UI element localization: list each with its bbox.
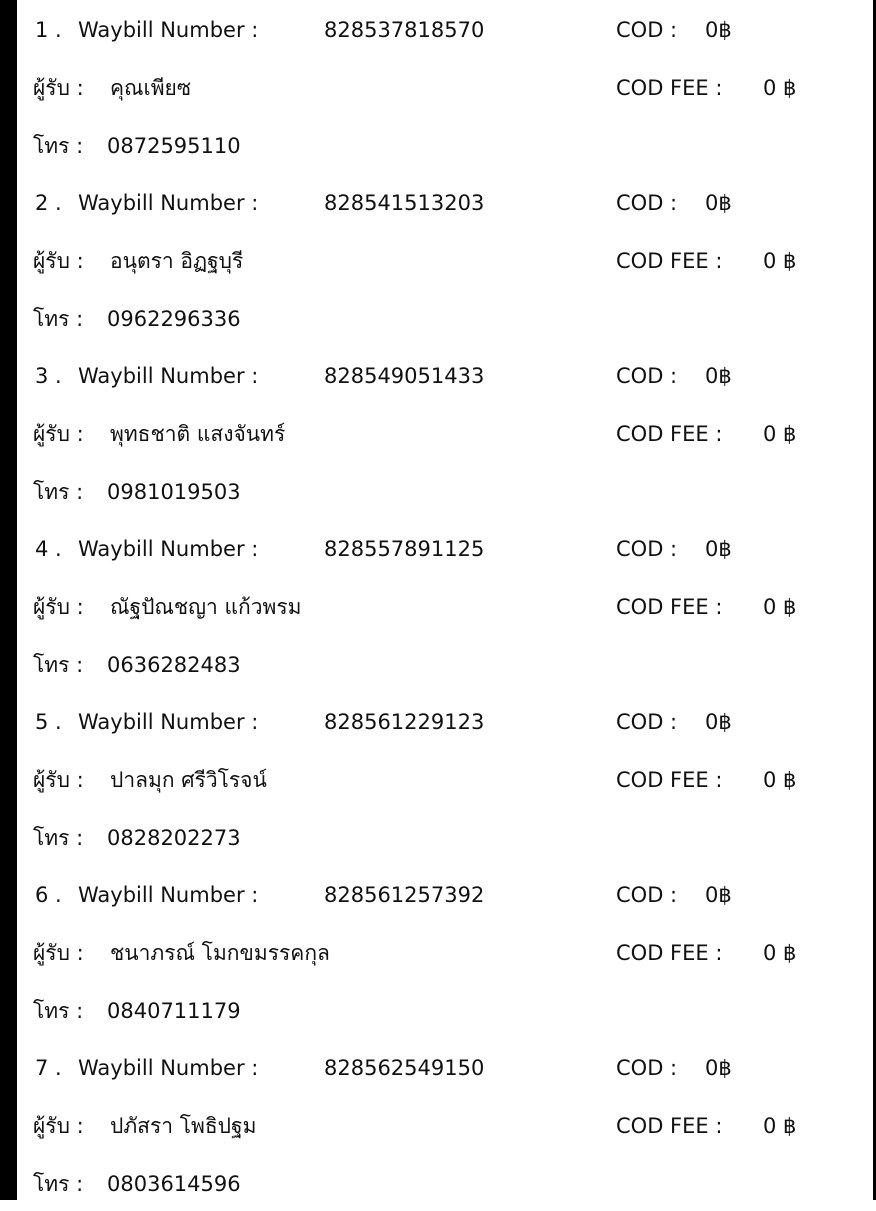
cod-label: COD : [616, 364, 678, 388]
entry-index: 2 . [35, 191, 62, 215]
recipient-label: ผู้รับ : [33, 249, 84, 273]
recipient-row [0, 68, 876, 108]
phone-row [0, 991, 876, 1031]
waybill-entry-2 [0, 173, 876, 346]
waybill-number-label: Waybill Number : [78, 710, 259, 734]
phone-row [0, 1164, 876, 1204]
phone-number: 0803614596 [107, 1172, 241, 1196]
waybill-entry-1 [0, 0, 876, 173]
recipient-name: ชนาภรณ์ โมกขมรรคกุล [110, 941, 330, 965]
cod-fee-label: COD FEE : [616, 941, 723, 965]
waybill-row [0, 875, 876, 915]
waybill-number-value: 828557891125 [324, 537, 485, 561]
recipient-row [0, 587, 876, 627]
cod-fee-value: 0 ฿ [763, 76, 797, 100]
waybill-number-label: Waybill Number : [78, 191, 259, 215]
phone-row [0, 126, 876, 166]
waybill-entry-5 [0, 692, 876, 865]
cod-value: 0฿ [705, 191, 732, 215]
recipient-row [0, 933, 876, 973]
waybill-number-label: Waybill Number : [78, 883, 259, 907]
phone-number: 0636282483 [107, 653, 241, 677]
phone-label: โทร : [33, 480, 84, 504]
recipient-label: ผู้รับ : [33, 941, 84, 965]
waybill-number-value: 828561257392 [324, 883, 485, 907]
cod-fee-value: 0 ฿ [763, 595, 797, 619]
waybill-row [0, 183, 876, 223]
cod-fee-label: COD FEE : [616, 768, 723, 792]
phone-row [0, 472, 876, 512]
phone-number: 0828202273 [107, 826, 241, 850]
waybill-row [0, 1048, 876, 1088]
cod-fee-value: 0 ฿ [763, 768, 797, 792]
cod-fee-value: 0 ฿ [763, 941, 797, 965]
recipient-name: ปาลมุก ศรีวิโรจน์ [110, 768, 267, 792]
waybill-number-label: Waybill Number : [78, 18, 259, 42]
recipient-name: ปภัสรา โพธิปฐม [110, 1114, 257, 1138]
phone-number: 0962296336 [107, 307, 241, 331]
cod-fee-value: 0 ฿ [763, 1114, 797, 1138]
cod-label: COD : [616, 537, 678, 561]
recipient-label: ผู้รับ : [33, 1114, 84, 1138]
entry-index: 1 . [35, 18, 62, 42]
cod-fee-label: COD FEE : [616, 595, 723, 619]
waybill-number-label: Waybill Number : [78, 537, 259, 561]
waybill-number-label: Waybill Number : [78, 364, 259, 388]
cod-fee-label: COD FEE : [616, 422, 723, 446]
waybill-row [0, 529, 876, 569]
recipient-row [0, 241, 876, 281]
entry-index: 5 . [35, 710, 62, 734]
waybill-entry-3 [0, 346, 876, 519]
cod-value: 0฿ [705, 1056, 732, 1080]
waybill-entry-6 [0, 865, 876, 1038]
cod-label: COD : [616, 1056, 678, 1080]
cod-value: 0฿ [705, 18, 732, 42]
cod-value: 0฿ [705, 537, 732, 561]
waybill-number-value: 828537818570 [324, 18, 485, 42]
entry-index: 3 . [35, 364, 62, 388]
recipient-label: ผู้รับ : [33, 768, 84, 792]
waybill-number-value: 828541513203 [324, 191, 485, 215]
cod-fee-label: COD FEE : [616, 1114, 723, 1138]
cod-value: 0฿ [705, 364, 732, 388]
waybill-entry-7 [0, 1038, 876, 1211]
recipient-label: ผู้รับ : [33, 595, 84, 619]
cod-value: 0฿ [705, 710, 732, 734]
entry-index: 6 . [35, 883, 62, 907]
phone-label: โทร : [33, 134, 84, 158]
recipient-row [0, 1106, 876, 1146]
phone-label: โทร : [33, 307, 84, 331]
recipient-row [0, 414, 876, 454]
phone-number: 0872595110 [107, 134, 241, 158]
waybill-number-value: 828549051433 [324, 364, 485, 388]
phone-row [0, 645, 876, 685]
phone-row [0, 299, 876, 339]
cod-label: COD : [616, 191, 678, 215]
recipient-name: ณัฐปัณชญา แก้วพรม [110, 595, 302, 619]
phone-number: 0840711179 [107, 999, 241, 1023]
recipient-name: พุทธชาติ แสงจันทร์ [110, 422, 286, 446]
waybill-number-value: 828562549150 [324, 1056, 485, 1080]
phone-number: 0981019503 [107, 480, 241, 504]
phone-label: โทร : [33, 1172, 84, 1196]
waybill-row [0, 356, 876, 396]
recipient-name: คุณเพียซ [110, 76, 192, 100]
cod-label: COD : [616, 18, 678, 42]
waybill-number-label: Waybill Number : [78, 1056, 259, 1080]
cod-label: COD : [616, 883, 678, 907]
recipient-label: ผู้รับ : [33, 422, 84, 446]
waybill-row [0, 10, 876, 50]
cod-fee-label: COD FEE : [616, 76, 723, 100]
waybill-number-value: 828561229123 [324, 710, 485, 734]
entry-index: 4 . [35, 537, 62, 561]
phone-row [0, 818, 876, 858]
waybill-row [0, 702, 876, 742]
recipient-row [0, 760, 876, 800]
entry-index: 7 . [35, 1056, 62, 1080]
phone-label: โทร : [33, 653, 84, 677]
cod-value: 0฿ [705, 883, 732, 907]
recipient-name: อนุตรา อิฏฐบุรี [110, 249, 244, 273]
phone-label: โทร : [33, 999, 84, 1023]
cod-fee-value: 0 ฿ [763, 249, 797, 273]
recipient-label: ผู้รับ : [33, 76, 84, 100]
cod-label: COD : [616, 710, 678, 734]
cod-fee-label: COD FEE : [616, 249, 723, 273]
cod-fee-value: 0 ฿ [763, 422, 797, 446]
phone-label: โทร : [33, 826, 84, 850]
waybill-entry-4 [0, 519, 876, 692]
